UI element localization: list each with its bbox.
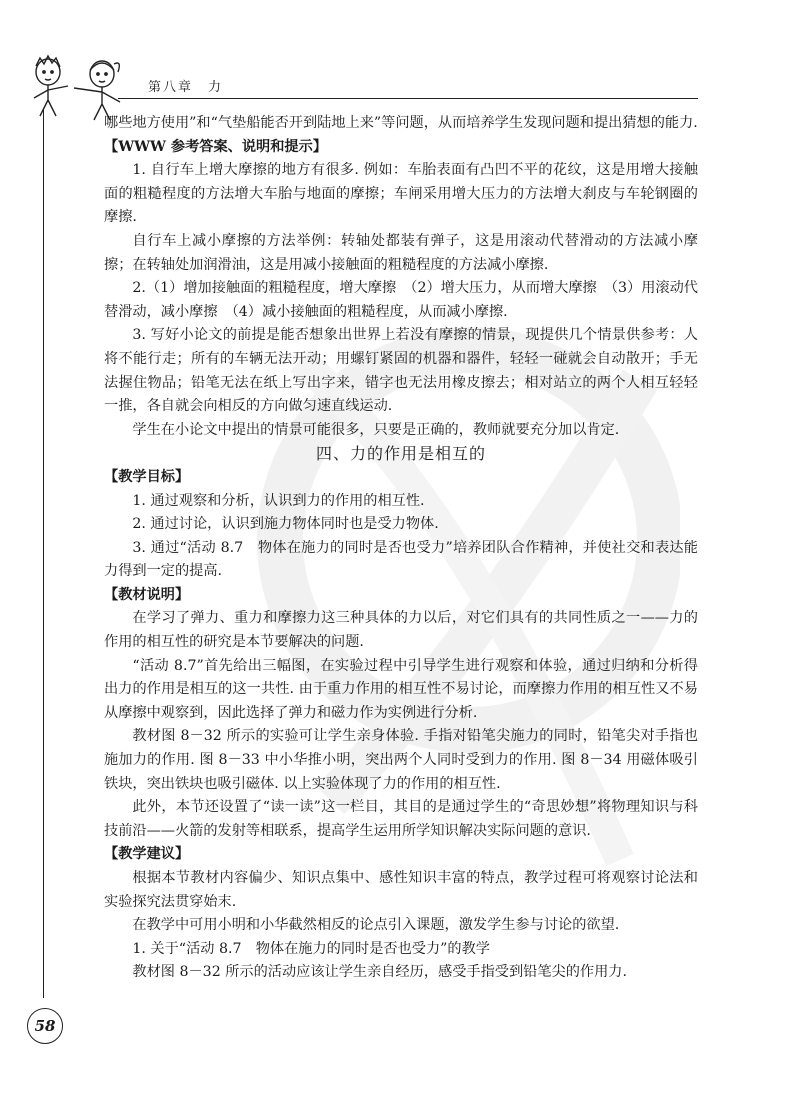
paragraph: 教材图 8－32 所示的实验可让学生亲身体验. 手指对铅笔尖施力的同时，铅笔尖对手指也施加力的作用. 图 8－33 中小华推小明，突出两个人同时受到力的作用. 图 8－34 用磁体吸引铁块，突出铁块也吸引磁体. 以上实验体现了力的作用的相互性. (104, 728, 698, 792)
paragraph: 1. 关于“活动 8.7 物体在施力的同时是否也受力”的教学 (132, 940, 490, 957)
header-rule (118, 98, 698, 99)
paragraph: 在教学中可用小明和小华截然相反的论点引入课题，激发学生参与讨论的欲望. (132, 917, 620, 934)
page-body (104, 112, 698, 985)
margin-rule (43, 108, 44, 998)
paragraph: 在学习了弹力、重力和摩擦力这三种具体的力以后，对它们具有的共同性质之一——力的作用的相互性的研究是本节要解决的问题. (104, 610, 698, 651)
section-heading-material: 【教材说明】 (104, 586, 190, 603)
section-heading-goals: 【教学目标】 (104, 468, 190, 485)
paragraph: 3. 写好小论文的前提是能否想象出世界上若没有摩擦的情景，现提供几个情景供参考：人将不能行走；所有的车辆无法开动；用螺钉紧固的机器和器件，轻轻一碰就会自动散开；手无法握住物品；铅笔无法在纸上写出字来，错字也无法用橡皮擦去；相对站立的两个人相互轻轻一推，各自就会向相反的方向做匀速直线运动. (104, 327, 698, 415)
paragraph: 2.（1）增加接触面的粗糙程度，增大摩擦 （2）增大压力，从而增大摩擦 （3）用滚动代替滑动，减小摩擦 （4）减小接触面的粗糙程度，从而减小摩擦. (104, 280, 698, 320)
section-heading-answers: 【WWW 参考答案、说明和提示】 (104, 138, 327, 155)
section-title: 四、力的作用是相互的 (315, 444, 486, 464)
page-number: 58 (27, 1008, 63, 1044)
paragraph: 3. 通过“活动 8.7 物体在施力的同时是否也受力”培养团队合作精神，并使社交和表达能力得到一定的提高. (104, 539, 698, 580)
paragraph: 哪些地方使用”和“气垫船能否开到陆地上来”等问题，从而培养学生发现问题和提出猜想的能力. (104, 115, 698, 131)
paragraph: 1. 自行车上增大摩擦的地方有很多. 例如：车胎表面有凸凹不平的花纹，这是用增大接触面的粗糙程度的方法增大车胎与地面的摩擦；车闸采用增大压力的方法增大刹皮与车轮钢圈的摩擦. (104, 162, 698, 226)
paragraph: 2. 通过讨论，认识到施力物体同时也是受力物体. (132, 516, 439, 533)
section-heading-suggestions: 【教学建议】 (104, 846, 190, 863)
paragraph: “活动 8.7”首先给出三幅图，在实验过程中引导学生进行观察和体验，通过归纳和分析得出力的作用是相互的这一共性. 由于重力作用的相互性不易讨论，而摩擦力作用的相互性又不易从摩擦中观察到，因此选择了弹力和磁力作为实例进行分析. (104, 657, 698, 721)
paragraph: 自行车上减小摩擦的方法举例：转轴处都装有弹子，这是用滚动代替滑动的方法减小摩擦；在转轴处加润滑油，这是用减小接触面的粗糙程度的方法减小摩擦. (104, 232, 698, 273)
paragraph: 1. 通过观察和分析，认识到力的作用的相互性. (132, 492, 425, 509)
paragraph: 根据本节教材内容偏少、知识点集中、感性知识丰富的特点，教学过程可将观察讨论法和实验探究法贯穿始末. (104, 870, 698, 910)
paragraph: 此外，本节还设置了“读一读”这一栏目，其目的是通过学生的“奇思妙想”将物理知识与科技前沿——火箭的发射等相联系，提高学生运用所学知识解决实际问题的意识. (104, 799, 698, 839)
paragraph: 学生在小论文中提出的情景可能很多，只要是正确的，教师就要充分加以肯定. (132, 421, 620, 438)
chapter-title: 第八章 力 (148, 80, 224, 95)
paragraph: 教材图 8－32 所示的活动应该让学生亲自经历，感受手指受到铅笔尖的作用力. (132, 964, 628, 981)
